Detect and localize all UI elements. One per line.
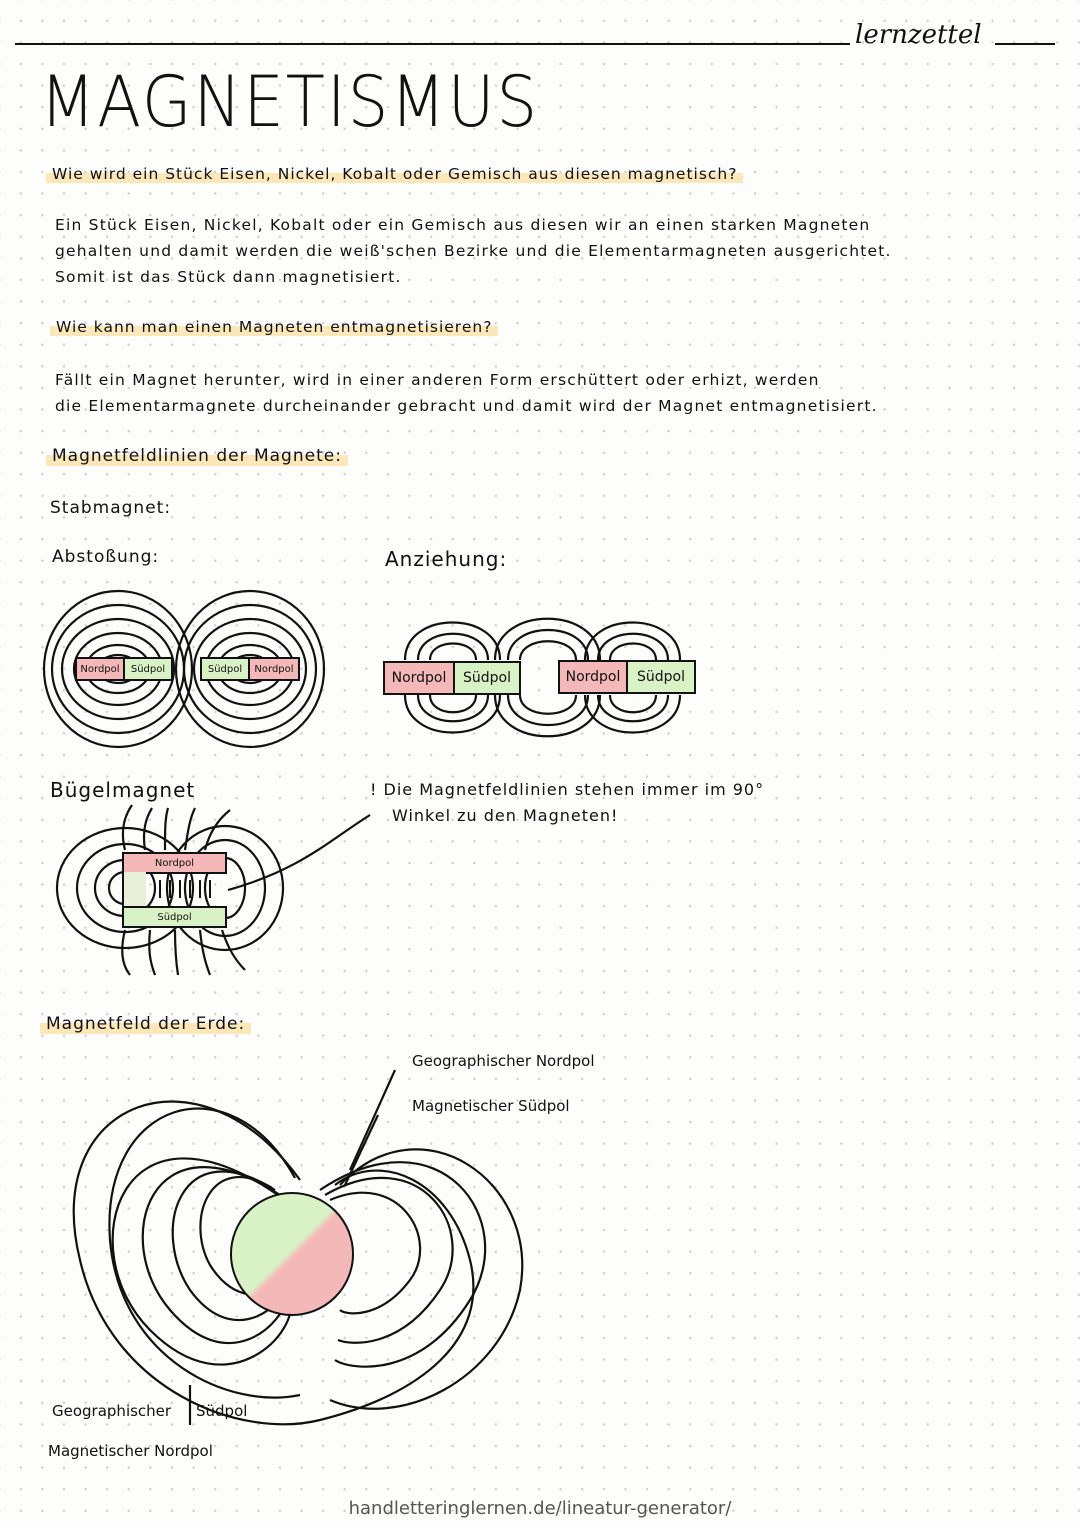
label-buegelmagnet: Bügelmagnet: [50, 778, 196, 802]
label-anziehung: Anziehung:: [385, 547, 508, 571]
label-abstossung: Abstoßung:: [52, 547, 160, 567]
question-2: Wie kann man einen Magneten entmagnetisieren?: [50, 316, 498, 338]
earth-fieldlines: [0, 0, 1, 1]
answer-1-line-1: Ein Stück Eisen, Nickel, Kobalt oder ein Gemisch aus diesen wir an einen starken Magneten: [55, 216, 871, 234]
repulsion-suedpol-right: Südpol: [200, 657, 250, 681]
section-earth: Magnetfeld der Erde:: [40, 1012, 251, 1036]
repulsion-nordpol-right: Nordpol: [248, 657, 300, 681]
answer-1-line-3: Somit ist das Stück dann magnetisiert.: [55, 268, 402, 286]
page-title: MAGNETISMUS: [40, 62, 540, 144]
note-line-1: ! Die Magnetfeldlinien stehen immer im 90°: [370, 780, 765, 799]
answer-2-line-1: Fällt ein Magnet herunter, wird in einer anderen Form erschüttert oder erhizt, werden: [55, 371, 820, 389]
answer-2: [55, 367, 878, 419]
top-rule-left: [15, 43, 850, 45]
repulsion-nordpol-left: Nordpol: [75, 657, 125, 681]
attraction-suedpol-left: Südpol: [453, 661, 521, 695]
label-geo-nordpol: Geographischer Nordpol: [412, 1052, 595, 1070]
label-geo-suedpol-b: Südpol: [196, 1402, 248, 1420]
section-fieldlines: Magnetfeldlinien der Magnete:: [46, 444, 348, 468]
attraction-nordpol-right: Nordpol: [558, 660, 628, 694]
question-1: Wie wird ein Stück Eisen, Nickel, Kobalt oder Gemisch aus diesen magnetisch?: [46, 163, 743, 185]
note-line-2: Winkel zu den Magneten!: [392, 806, 619, 825]
earth-globe: [230, 1192, 354, 1316]
attraction-nordpol-left: Nordpol: [383, 661, 455, 695]
answer-1-line-2: gehalten und damit werden die weiß'schen Bezirke und die Elementarmagneten ausgerichtet.: [55, 242, 892, 260]
answer-1: [55, 212, 892, 290]
answer-2-line-2: die Elementarmagnete durcheinander gebracht und damit wird der Magnet entmagnetisiert.: [55, 397, 878, 415]
label-stabmagnet: Stabmagnet:: [50, 498, 172, 518]
top-rule-right: [995, 43, 1055, 45]
label-mag-nordpol: Magnetischer Nordpol: [48, 1442, 213, 1460]
repulsion-suedpol-left: Südpol: [123, 657, 173, 681]
label-mag-suedpol: Magnetischer Südpol: [412, 1097, 570, 1115]
brand-logo: lernzettel: [855, 20, 982, 50]
label-geo-suedpol-a: Geographischer: [52, 1402, 172, 1420]
horseshoe-suedpol: Südpol: [122, 906, 227, 928]
horseshoe-nordpol: Nordpol: [122, 852, 227, 874]
attraction-suedpol-right: Südpol: [626, 660, 696, 694]
footer-url: handletteringlernen.de/lineatur-generator/: [348, 1498, 732, 1519]
